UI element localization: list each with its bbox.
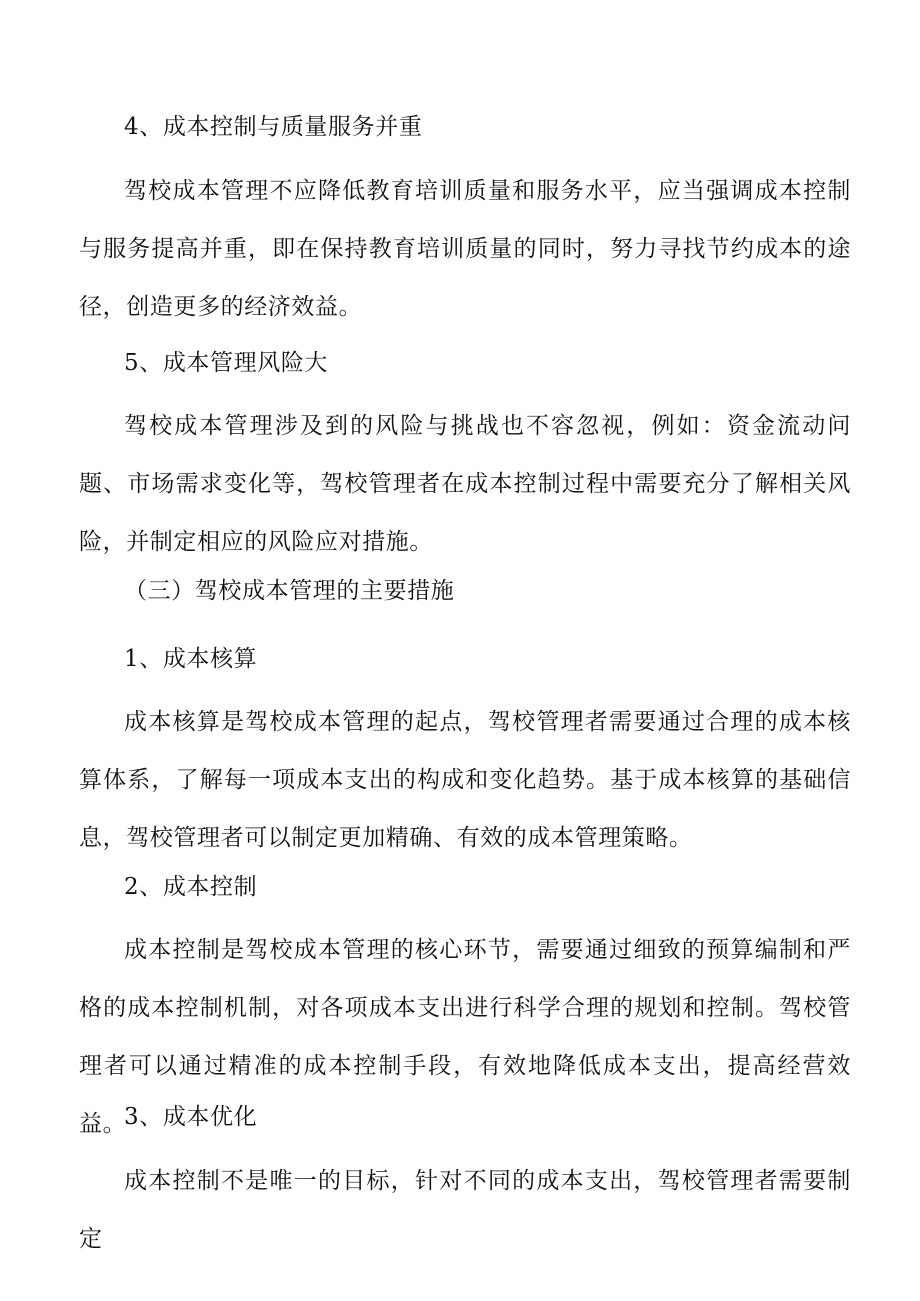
section-heading-cost-risk: 5、成本管理风险大 [124, 350, 329, 376]
section-heading-cost-control: 2、成本控制 [124, 874, 258, 900]
paragraph-cost-risk: 驾校成本管理涉及到的风险与挑战也不容忽视，例如：资金流动问题、市场需求变化等，驾校管理者在成本控制过程中需要充分了解相关风险，并制定相应的风险应对措施。 [79, 413, 851, 555]
paragraph-cost-control-quality: 驾校成本管理不应降低教育培训质量和服务水平，应当强调成本控制与服务提高并重，即在保持教育培训质量的同时，努力寻找节约成本的途径，创造更多的经济效益。 [79, 178, 851, 320]
paragraph-cost-control: 成本控制是驾校成本管理的核心环节，需要通过细致的预算编制和严格的成本控制机制，对各项成本支出进行科学合理的规划和控制。驾校管理者可以通过精准的成本控制手段，有效地降低成本支出，提高经营效益。 [79, 937, 851, 1137]
section-heading-cost-control-quality: 4、成本控制与质量服务并重 [124, 114, 423, 140]
section-heading-cost-accounting: 1、成本核算 [124, 646, 258, 672]
paragraph-cost-accounting: 成本核算是驾校成本管理的起点，驾校管理者需要通过合理的成本核算体系，了解每一项成本支出的构成和变化趋势。基于成本核算的基础信息，驾校管理者可以制定更加精确、有效的成本管理策略。 [79, 709, 851, 851]
section-heading-cost-optimization: 3、成本优化 [124, 1104, 258, 1130]
subsection-title-main-measures: （三）驾校成本管理的主要措施 [124, 578, 455, 604]
paragraph-cost-optimization: 成本控制不是唯一的目标，针对不同的成本支出，驾校管理者需要制定 [79, 1168, 851, 1252]
